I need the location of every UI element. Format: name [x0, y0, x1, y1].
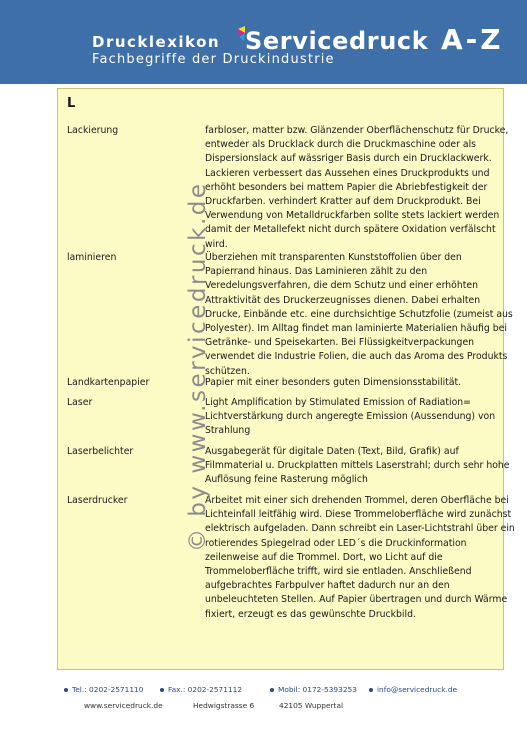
definition-line: schützen.: [205, 365, 250, 377]
definition-line: Lackieren verbessert das Aussehen eines Druckprodukts und: [205, 167, 490, 179]
definition-line: zeilenweise auf die Trommel. Dort, wo Licht auf die: [205, 551, 443, 563]
definition-line: unbeleuchteten Stellen. Auf Papier übertragen und durch Wärme: [205, 594, 508, 606]
header-title: Drucklexikon: [92, 33, 221, 51]
header-bar: [0, 0, 527, 84]
header-subtitle: Fachbegriffe der Druckindustrie: [92, 52, 335, 67]
footer-email-link[interactable]: info@servicedruck.de: [377, 685, 458, 694]
definition-laserdrucker: [205, 494, 515, 622]
bullet-icon: [270, 688, 274, 692]
definition-line: Filmmaterial u. Druckplatten mittels Laserstrahl; durch sehr hohe: [205, 460, 510, 472]
footer-mobil: [270, 685, 357, 694]
definition-line: aufgebrachtes Farbpulver haftet dadurch nur an den: [205, 580, 450, 592]
definition-line: Polyester). Im Alltag findet man laminierte Materialien häufig bei: [205, 323, 507, 335]
definition-laserbelichter: [205, 445, 510, 488]
definition-line: Papier mit einer besonders guten Dimensionsstabilität.: [205, 377, 462, 388]
definition-laminieren: [205, 251, 513, 379]
brand-name: Servicedruck: [245, 27, 429, 55]
definition-line: Light Amplification by Stimulated Emission of Radiation=: [205, 397, 471, 408]
definition-line: Überziehen mit transparenten Kunststoffolien über den: [205, 252, 462, 263]
definition-laser: [205, 396, 500, 439]
definition-line: farbloser, matter bzw. Glänzender Oberflächenschutz für Drucke,: [205, 125, 509, 136]
footer-tel: [64, 685, 143, 694]
definition-line: Lichtverstärkung durch angeregte Emission (Aussendung) von: [205, 411, 496, 423]
definition-line: erhöht besonders bei mattem Papier die Abriebfestigkeit der: [205, 181, 488, 193]
term-laserdrucker: Laserdrucker: [67, 495, 128, 506]
definition-landkartenpapier: [205, 376, 500, 390]
definition-line: fixiert, erzeugt es das gewünschte Druckbild.: [205, 608, 416, 620]
definition-line: Auflösung feine Rasterung möglich: [205, 474, 368, 486]
definition-line: damit der Metallefekt nicht durch spätere Oxidation verfälscht: [205, 224, 496, 236]
term-laminieren: laminieren: [67, 252, 117, 263]
footer-street: Hedwigstrasse 6: [193, 701, 255, 710]
definition-line: entweder als Drucklack durch die Druckmaschine oder als: [205, 139, 477, 151]
definition-line: wird.: [205, 238, 228, 250]
definition-line: verwendet die Industrie Folien, die auch das Aroma des Produkts: [205, 351, 508, 363]
header-az: A-Z: [441, 23, 504, 56]
definition-line: elektrisch aufgeladen. Dann schreibt ein Laser-Lichtstrahl über ein: [205, 523, 515, 535]
term-laserbelichter: Laserbelichter: [67, 446, 134, 457]
definition-lackierung: [205, 124, 509, 252]
lexicon-content: [57, 88, 515, 670]
watermark-text: © by www.servicedruck.de: [185, 181, 211, 552]
term-lackierung: Lackierung: [67, 125, 119, 136]
section-letter: L: [67, 96, 76, 111]
definition-line: Arbeitet mit einer sich drehenden Trommel, deren Oberfläche bei: [205, 495, 509, 506]
definition-line: Drucke, Einbände etc. eine durchsichtige Schutzfolie (zumeist aus: [205, 308, 513, 320]
definition-line: Dispersionslack auf wässriger Basis durch ein Drucklackwerk.: [205, 153, 492, 165]
term-laser: Laser: [67, 397, 93, 408]
definition-line: Ausgabegerät für digitale Daten (Text, Bild, Grafik) auf: [205, 446, 459, 457]
definition-line: Attraktivität des Druckerzeugnisses dienen. Dabei erhalten: [205, 294, 481, 306]
definition-line: Strahlung: [205, 425, 251, 437]
footer-contact-row: [0, 685, 527, 699]
bullet-icon: [64, 688, 68, 692]
definition-line: Druckfarben. verhindert Kratter auf dem Druckprodukt. Bei: [205, 196, 481, 208]
footer-tel-text: Tel.: 0202-2571110: [72, 685, 144, 694]
definition-line: Veredelungsverfahren, die dem Schutz und einer erhöhten: [205, 280, 478, 292]
footer-email[interactable]: [369, 685, 457, 694]
term-landkartenpapier: Landkartenpapier: [67, 377, 150, 388]
bullet-icon: [160, 688, 164, 692]
definition-line: Trommeloberfläche trifft, wird sie entladen. Anschließend: [205, 566, 472, 578]
footer-city: 42105 Wuppertal: [279, 701, 344, 710]
definition-line: Verwendung von Metalldruckfarben sollte stets lackiert werden: [205, 210, 500, 222]
definition-line: Getränke- und Speisekarten. Bei Flüssigkeitverpackungen: [205, 337, 475, 349]
definition-line: Lichteinfall leitfähig wird. Diese Trommeloberfläche wird zunächst: [205, 509, 512, 521]
footer-fax: [160, 685, 242, 694]
footer-fax-text: Fax.: 0202-2571112: [168, 685, 243, 694]
definition-line: Papierrand hinaus. Das Laminieren zählt zu den: [205, 266, 428, 278]
footer-web-link[interactable]: www.servicedruck.de: [84, 701, 163, 710]
footer-mobil-text: Mobil: 0172-5393253: [278, 685, 357, 694]
bullet-icon: [369, 688, 373, 692]
definition-line: rotierendes Spiegelrad oder LED´s die Druckinformation: [205, 537, 467, 549]
footer-address-row: [0, 701, 527, 715]
